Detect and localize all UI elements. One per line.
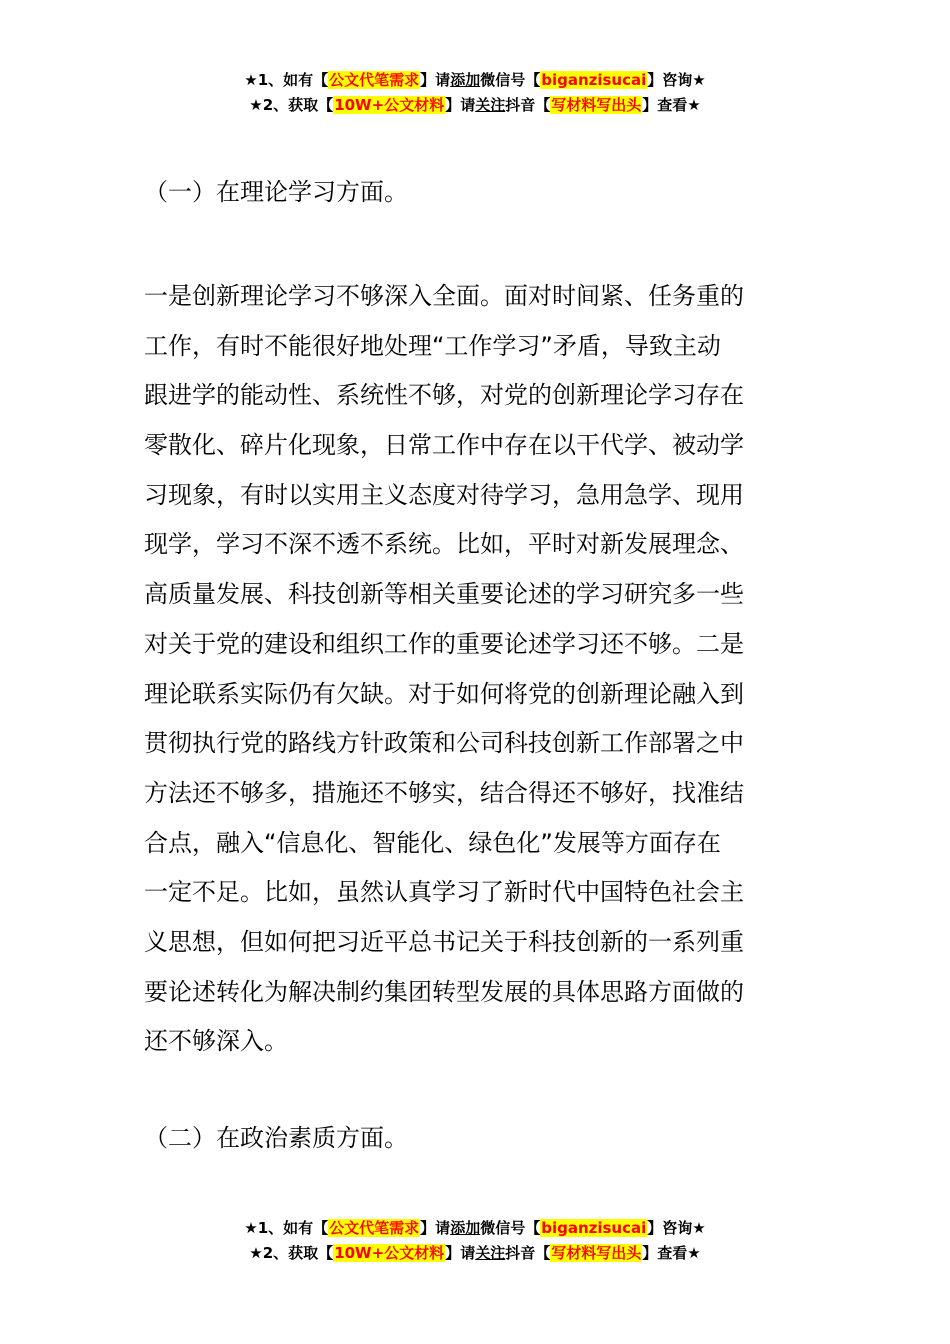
body-line: 一是创新理论学习不够深入全面。面对时间紧、任务重的	[144, 282, 744, 310]
body-line: 理论联系实际仍有欠缺。对于如何将党的创新理论融入到	[144, 679, 744, 708]
body-line: 零散化、碎片化现象，日常工作中存在以干代学、被动学	[144, 431, 744, 460]
body-line: 对关于党的建设和组织工作的重要论述学习还不够。二是	[144, 629, 744, 658]
banner-highlight: 10W+公文材料	[334, 1244, 445, 1262]
banner-text: 抖音【	[505, 96, 551, 114]
banner-text: 】请	[420, 1219, 451, 1237]
body-line: 现学，学习不深不透不系统。比如，平时对新发展理念、	[144, 530, 744, 559]
banner-text: 】咨询★	[647, 71, 706, 89]
banner-text: ★2、获取【	[249, 1244, 334, 1262]
section-1-body	[144, 272, 814, 1067]
body-line: 工作，有时不能很好地处理“工作学习”矛盾，导致主动	[144, 331, 721, 360]
banner-text: 抖音【	[505, 1244, 551, 1262]
body-line: 合点，融入“信息化、智能化、绿色化”发展等方面存在	[144, 828, 721, 857]
banner-text: ★2、获取【	[249, 96, 334, 114]
header-banner	[0, 68, 950, 118]
body-line: 贯彻执行党的路线方针政策和公司科技创新工作部署之中	[144, 729, 744, 758]
banner-text: 】请	[445, 96, 476, 114]
banner-highlight: 写材料写出头	[551, 96, 642, 114]
banner-underlined-text: 关注	[475, 96, 506, 114]
banner-underlined-text: 添加	[450, 1219, 481, 1237]
banner-text: 微信号【	[480, 71, 541, 89]
body-line: 跟进学的能动性、系统性不够，对党的创新理论学习存在	[144, 381, 744, 410]
banner-underlined-text: 关注	[475, 1244, 506, 1262]
banner-highlight: 公文代笔需求	[329, 71, 420, 89]
banner-highlight: biganzisucai	[541, 71, 647, 89]
banner-text: ★1、如有【	[244, 1219, 329, 1237]
banner-text: 】查看★	[642, 1244, 701, 1262]
banner-highlight: 公文代笔需求	[329, 1219, 420, 1237]
body-line: 方法还不够多，措施还不够实，结合得还不够好，找准结	[144, 778, 744, 807]
banner-highlight: 10W+公文材料	[334, 96, 445, 114]
banner-text: 】请	[420, 71, 451, 89]
body-line: 义思想，但如何把习近平总书记关于科技创新的一系列重	[144, 927, 744, 956]
banner-underlined-text: 添加	[450, 71, 481, 89]
banner-line-2	[0, 93, 950, 118]
banner-text: 】咨询★	[647, 1219, 706, 1237]
banner-text: ★1、如有【	[244, 71, 329, 89]
body-line: 习现象，有时以实用主义态度对待学习，急用急学、现用	[144, 480, 744, 509]
body-line: 要论述转化为解决制约集团转型发展的具体思路方面做的	[144, 977, 744, 1006]
body-line: 一定不足。比如，虽然认真学习了新时代中国特色社会主	[144, 878, 744, 907]
banner-text: 】查看★	[642, 96, 701, 114]
section-1-heading: （一）在理论学习方面。	[144, 178, 408, 206]
body-line: 高质量发展、科技创新等相关重要论述的学习研究多一些	[144, 580, 744, 609]
banner-line-2	[0, 1241, 950, 1266]
footer-banner	[0, 1216, 950, 1266]
section-2-heading: （二）在政治素质方面。	[144, 1124, 408, 1152]
banner-line-1	[0, 1216, 950, 1241]
banner-highlight: 写材料写出头	[551, 1244, 642, 1262]
body-line: 还不够深入。	[144, 1027, 288, 1056]
banner-text: 】请	[445, 1244, 476, 1262]
banner-highlight: biganzisucai	[541, 1219, 647, 1237]
banner-line-1	[0, 68, 950, 93]
banner-text: 微信号【	[480, 1219, 541, 1237]
